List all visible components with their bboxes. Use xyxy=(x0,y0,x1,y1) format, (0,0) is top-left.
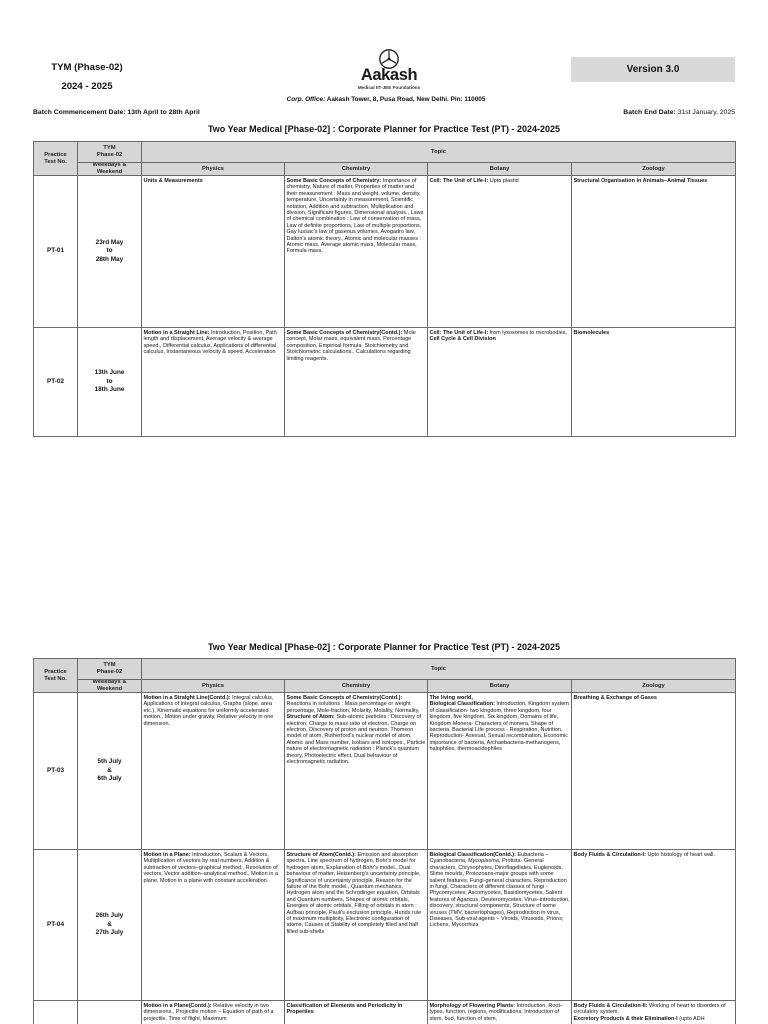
zoology-topics-cell xyxy=(572,328,735,436)
topic-details: Importance of chemistry, Nature of matter, Properties of matter and their measurement : Mass and weight, volume, density, temperature, Uncertainty in measurement, Scientific notation, Addition and subtraction, Multiplication and division, Significant figures, Dimensional analysis., Laws of chemical combination : Law of conservation of mass, Law of definite proportions, Law of multiple proportions, Gay lussac's law of gaseous volumes, Avogadro law, Dalton's atomic theory., Atomic and molecular masses : Atomic mass, Average atomic mass, Molecular mass, Formula mass. xyxy=(286,178,424,255)
topic-title: Cell Cycle & Cell Division xyxy=(429,336,496,343)
header-topic xyxy=(142,659,735,679)
topic-title: Structure of Atom: xyxy=(286,714,335,721)
topic-paragraph xyxy=(574,695,735,701)
topic-title: Some Basic Concepts of Chemistry(Contd.): xyxy=(286,330,403,336)
test-date-line: 13th June xyxy=(94,369,125,377)
test-date-line: & xyxy=(107,766,112,774)
practice-test-number: PT-01 xyxy=(46,247,65,255)
topic-title: Some Basic Concepts of Chemistry(Contd.): xyxy=(286,695,403,701)
zoology-topics-cell xyxy=(572,1001,735,1024)
header-zoology xyxy=(572,163,735,175)
batch-end-label: Batch End Date: xyxy=(623,109,678,116)
topic-details: Upto histology of heart wall. xyxy=(645,852,716,858)
physics-topics-cell xyxy=(142,328,284,436)
topic-details: Reactions in solutions : Mass percentage or weight percentage, Mole-fraction, Molarity, Molality, Normality, xyxy=(286,701,420,714)
topic-details: Sub-atomic particles : Discovery of electron, Charge to mass ratio of electron, Charge on electron, Discovery of proton and neutron. Thomson model of atom, Rutherford's nuclear model of atom, Atomic and Mass number, Isobars and isotopes., Particle nature of electromagnetic radiation : Planck's quantum theory, Photoelectric effect, Dual behaviour of electromagnetic radiation. xyxy=(286,714,426,766)
topic-details: Mole concept, Molar mass, equivalent mass, Percentage composition, Empirical formula, Stoichiometry and Stoichiometric calculations., Calculations regarding limiting reagents. xyxy=(286,330,416,362)
topic-title: Biomolecules xyxy=(573,330,610,336)
practice-test-number-cell xyxy=(34,176,77,327)
topic-title: The living world, xyxy=(429,695,473,701)
topic-details: Introduction, Position, Path length and displacement, Average velocity & average speed., Differential calculus, Applications of differential calculus, Instantaneous velocity & speed, Acceleration xyxy=(143,330,277,356)
test-date-line: 27th July xyxy=(95,929,124,937)
academic-session: 2024 - 2025 xyxy=(61,81,113,92)
test-date-line: to xyxy=(106,377,113,385)
zoology-topics-cell xyxy=(572,693,735,849)
topic-title: Biological Classification(Contd.): xyxy=(429,852,516,858)
chemistry-topics-cell xyxy=(285,328,427,436)
topic-paragraph xyxy=(574,178,735,184)
header-weekdays-weekend xyxy=(78,680,141,692)
header-label: Weekdays & Weekend xyxy=(92,680,127,692)
header-physics xyxy=(142,680,284,692)
test-date-cell xyxy=(78,850,141,1000)
header-label: Botany xyxy=(489,682,510,689)
batch-commencement-value: 13th April to 28th April xyxy=(127,109,200,116)
topic-details: (upto ADH xyxy=(677,1015,705,1022)
topic-paragraph xyxy=(287,330,427,362)
test-date-cell xyxy=(78,693,141,849)
topic-paragraph xyxy=(144,852,284,884)
header-label: Practice Test No. xyxy=(44,151,67,165)
chemistry-topics-cell xyxy=(285,850,427,1000)
planner-table xyxy=(33,658,736,1024)
topic-paragraph xyxy=(144,330,284,356)
botany-topics-cell xyxy=(428,850,571,1000)
topic-paragraph xyxy=(144,1003,284,1022)
topic-details: Introduction, Scalars & Vectors, Multiplication of vectors by real numbers, Addition & subtraction of vectors–graphical method., Resolution of vectors, Vector addition–analytical method., Motion in a plane, Motion in a plane with constant acceleration. xyxy=(143,852,279,884)
topic-title: Body Fluids & Circulation-II: xyxy=(573,1003,648,1009)
topic-details: , Protista- General characters, Chrysophytes, Dinoflagellates, Euglenoids, Slime moulds, Protozoans-major groups with some salient features, Fungi-general characters, Reproduction in fungi, Characters of different classes of fungi - Phycomycetes, Ascomycetes, Basidiomycetes, Salient features of Agaricus, Deuteromycetes, Virus–introduction, discovery, structural components, Structure of some viruses (TMV, bacteriophages), Reproduction in virus, Diseases, Sub-viral agents – Viroids, Virusoids, Prions; Lichens, Mycorrhiza xyxy=(429,858,570,929)
header-practice-test-no xyxy=(34,659,77,692)
header-label: Topic xyxy=(430,148,447,155)
test-date-line: & xyxy=(107,920,112,928)
header-chemistry xyxy=(285,680,427,692)
practice-test-number: PT-03 xyxy=(46,766,65,774)
header-label: Physics xyxy=(202,165,224,172)
planner-table xyxy=(33,141,736,437)
practice-test-number-cell xyxy=(34,850,77,1000)
botany-topics-cell xyxy=(428,1001,571,1024)
brand-tagline: Medical IIT-JEE Foundations xyxy=(357,85,421,90)
batch-commencement xyxy=(33,109,200,117)
version-label: Version 3.0 xyxy=(626,64,680,75)
botany-topics-cell xyxy=(428,328,571,436)
program-name: TYM (Phase-02) xyxy=(51,62,123,73)
header-label: Zoology xyxy=(642,682,665,689)
planner-title: Two Year Medical [Phase-02] : Corporate Planner for Practice Test (PT) - 2024-2025 xyxy=(207,124,561,134)
topic-paragraph xyxy=(287,695,427,765)
batch-end-value: 31st January, 2025 xyxy=(677,109,735,116)
header-label: Botany xyxy=(489,165,510,172)
header-label: Chemistry xyxy=(341,165,371,172)
topic-title: Motion in a Plane(Contd.): xyxy=(143,1003,212,1009)
chemistry-topics-cell xyxy=(285,693,427,849)
brand-logo-text: Aakash xyxy=(360,66,418,84)
botany-topics-cell xyxy=(428,176,571,327)
batch-end xyxy=(623,109,735,117)
topic-paragraph xyxy=(430,852,571,929)
topic-paragraph xyxy=(574,1003,735,1016)
topic-title: Some Basic Concepts of Chemistry: xyxy=(286,178,382,184)
test-date-cell xyxy=(78,176,141,327)
topic-paragraph xyxy=(574,330,735,336)
header-label: TYM Phase-02 xyxy=(96,145,123,158)
topic-paragraph xyxy=(287,178,427,255)
topic-paragraph xyxy=(287,1003,427,1016)
corporate-office-label: Corp. Office: xyxy=(286,96,326,103)
chemistry-topics-cell xyxy=(285,1001,427,1024)
header-label: Practice Test No. xyxy=(44,668,67,682)
topic-paragraph xyxy=(430,336,571,342)
topic-title: Classification of Elements and Periodicity in Properties xyxy=(286,1003,403,1016)
topic-details: Integral calculus, Applications of integral calculus, Graphs (slope, area etc.), Kinematic equations for uniformly accelerated motion., Motion under gravity, Relative velocity in one dimension. xyxy=(143,695,274,727)
planner-title: Two Year Medical [Phase-02] : Corporate Planner for Practice Test (PT) - 2024-2025 xyxy=(207,642,561,652)
header-botany xyxy=(428,680,571,692)
topic-details: Upto plastid xyxy=(488,178,519,184)
header-chemistry xyxy=(285,163,427,175)
physics-topics-cell xyxy=(142,176,284,327)
test-date-line: 26th July xyxy=(95,912,124,920)
header-label: Physics xyxy=(202,682,224,689)
corporate-office-address: Aakash Tower, 8, Pusa Road, New Delhi. Pin: 110005 xyxy=(325,96,486,103)
topic-title: Motion in a Plane: xyxy=(143,852,191,858)
header-practice-test-no xyxy=(34,142,77,175)
topic-title: Structure of Atom(Contd.): xyxy=(286,852,356,858)
topic-title: Body Fluids & Circulation-I: xyxy=(573,852,646,858)
header-label: TYM Phase-02 xyxy=(96,662,123,675)
header-label: Weekdays & Weekend xyxy=(92,163,127,175)
topic-details: Introduction, Kingdom system of classification- two kingdom, three kingdom, four kingdom, five kingdom, Six kingdom, Domains of life, Kingdom Monera- Characters of monera, Shape of bacteria, Bacterial Life process - Respiration, Nutrition, Reproduction- Asexual, Sexual recombination, Economic importance of bacteria, Archaebacteria-methanogens, halophiles, thermoacidophiles xyxy=(429,701,569,753)
topic-title: Morphology of Flowering Plants: xyxy=(429,1003,516,1009)
topic-paragraph xyxy=(287,852,427,935)
topic-details: Relative velocity in two dimensions., Projectile motion – Equation of path of a projectile. Time of flight, Maximum xyxy=(143,1003,274,1022)
topic-details: Eubacteria – Cyanobacteria, xyxy=(429,852,549,865)
topic-emphasis: Mycoplasma xyxy=(468,858,499,865)
header-weekdays-weekend xyxy=(78,163,141,175)
header-zoology xyxy=(572,680,735,692)
topic-title: Excretory Products & their Elimination-I xyxy=(573,1015,678,1022)
topic-paragraph xyxy=(574,852,735,858)
topic-title: Units & Measurements xyxy=(143,178,203,184)
topic-title: Biological Classification: xyxy=(429,701,495,708)
topic-paragraph xyxy=(144,695,284,727)
header-botany xyxy=(428,163,571,175)
topic-paragraph xyxy=(430,1003,571,1022)
test-date-line: 18th June xyxy=(94,386,125,394)
topic-details: from lysosomes to microbodies, xyxy=(488,330,568,336)
practice-test-number: PT-02 xyxy=(46,377,65,385)
topic-title: Breathing & Exchange of Gases xyxy=(573,695,657,701)
topic-title: Motion in a Straight Line: xyxy=(143,330,210,336)
test-date-cell xyxy=(78,1001,141,1024)
topic-title: Motion in a Straight Line(Contd.): xyxy=(143,695,231,701)
test-date-line: to xyxy=(106,247,113,255)
practice-test-number-cell xyxy=(34,1001,77,1024)
practice-test-number-cell xyxy=(34,328,77,436)
topic-paragraph xyxy=(144,178,284,184)
zoology-topics-cell xyxy=(572,176,735,327)
version-box xyxy=(571,57,735,82)
topic-paragraph xyxy=(430,178,571,184)
header-tym-phase xyxy=(78,659,141,679)
practice-test-number-cell xyxy=(34,693,77,849)
topic-title: Cell: The Unit of Life-I: xyxy=(429,178,489,184)
physics-topics-cell xyxy=(142,1001,284,1024)
zoology-topics-cell xyxy=(572,850,735,1000)
header-label: Topic xyxy=(430,665,447,672)
topic-title: Cell: The Unit of Life-I: xyxy=(429,330,489,336)
topic-paragraph xyxy=(574,1016,735,1022)
header-topic xyxy=(142,142,735,162)
botany-topics-cell xyxy=(428,693,571,849)
test-date-line: 6th July xyxy=(97,775,122,783)
header-tym-phase xyxy=(78,142,141,162)
topic-title: Structural Organisation in Animals–Animal Tissues xyxy=(573,178,708,184)
topic-details: Working of heart to disorders of circulatory system. xyxy=(573,1003,726,1016)
header-label: Chemistry xyxy=(341,682,371,689)
physics-topics-cell xyxy=(142,693,284,849)
test-date-line: 28th May xyxy=(95,255,124,263)
topic-details: Emission and absorption spectra, Line spectrum of hydrogen, Bohr's model for hydrogen atom, Explanation of Bohr's model., Dual behaviour of matter, Heisenberg's uncertainty principle, Significance of uncertainty principle, Reason for the failure of the Bohr model., Quantum mechanics, Hydrogen atom and the Schrodinger equation, Orbitals and Quantum numbers, Shapes of atomic orbitals, Energies of atomic orbitals, Filling of orbitals in atom : Aufbau principle, Pauli's exclusion principle, Hunds rule of maximum multiplicity, Electronic configuration of atoms, Causes of Stability of completely filled and half filled sub-shells xyxy=(286,852,422,935)
batch-commencement-label: Batch Commencement Date: xyxy=(33,109,128,116)
test-date-cell xyxy=(78,328,141,436)
corporate-office-line xyxy=(230,96,542,104)
header-label: Zoology xyxy=(642,165,665,172)
topic-details: Introduction, Root–types, function, regions, modifications, Introduction of stem, bud, function of stem, xyxy=(429,1003,564,1022)
header-physics xyxy=(142,163,284,175)
topic-paragraph xyxy=(430,701,571,752)
chemistry-topics-cell xyxy=(285,176,427,327)
test-date-line: 23rd May xyxy=(95,238,124,246)
test-date-line: 5th July xyxy=(97,758,122,766)
practice-test-number: PT-04 xyxy=(46,920,65,928)
physics-topics-cell xyxy=(142,850,284,1000)
